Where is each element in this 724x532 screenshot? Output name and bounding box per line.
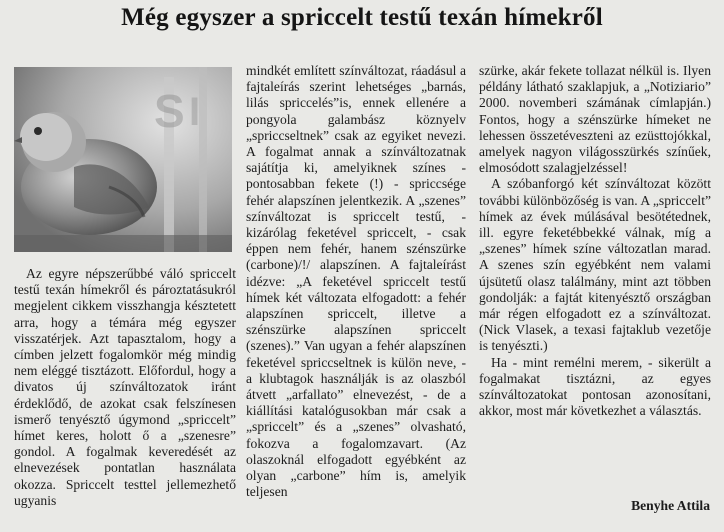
article-column-2 xyxy=(246,63,466,500)
pigeon-photo xyxy=(14,67,232,252)
column-1-paragraph: Az egyre népszerűbbé váló spriccelt testű texán hímekről és pároztatásukról megjelent cikkem visszhangja késztetett arra, hogy a témára még egyszer visszatérjek. Azt tapasztalom, hogy a címben jelzett fogalomkör még mindig nem eléggé tisztázott. Előfordul, hogy a divatos új színváltozatok iránt érdeklődő, de azokat csak felszínesen ismerő tenyésztő úgymond „spriccelt” hímet keres, holott ő a „szenesre” gondol. A fogalmak keveredését az elnevezések pontatlan használata okozza. Spriccelt testtel jellemezhető ugyanis xyxy=(14,266,236,508)
svg-text:S: S xyxy=(154,85,185,137)
column-3-paragraph-2: A szóbanforgó két színváltozat között további különbözőség is van. A „spriccelt” hímek az évek múlásával besötétednek, ill. egyre feketébbekké válnak, míg a „szenes” hímek színe változatlan marad. A szenes szín egyébként nem valami újsütetű olasz találmány, mint azt többen gondolják: a fajtát kitenyésztő országban már régen elfogadott ez a színváltozat. (Nick Vlasek, a texasi fajtaklub vezetője is tenyészti.) xyxy=(479,176,711,354)
svg-text:I: I xyxy=(189,90,201,134)
column-3-paragraph-3: Ha - mint remélni merem, - sikerült a fogalmakat tisztázni, az egyes színváltozatokat pontosan azonosítani, akkor, most már következhet a választás. xyxy=(479,354,711,419)
column-3-paragraph-1: szürke, akár fekete tollazat nélkül is. Ilyen példány látható szaklapjuk, a „Notiziario” 2000. novemberi számának címlapján.) Fontos, hogy a szénszürke hímeket ne lehessen összetéveszteni az ezüsttojókkal, amelyek nagyon világosszürkés színűek, elmosódott szalagjelzéssel! xyxy=(479,63,711,176)
article-title: Még egyszer a spriccelt testű texán hímekről xyxy=(121,4,603,31)
article-column-1 xyxy=(14,266,236,509)
pigeon-photo-icon xyxy=(14,67,232,252)
column-2-paragraph: mindkét említett színváltozat, ráadásul a fajtaleírás szerint lehetséges „barnás, lilás spriccelés”is, ennek ellenére a pongyola galambász köznyelv „spriccseltnek” csak az egyiket nevezi. A fogalmat annak a színváltozatnak sajátítja ki, amelyiknek színes - pontosabban fekete (!) - spriccsége fehér alapszínen jelentkezik. A „szenes” színváltozat is spriccelt testű, - kizárólag feketével spriccelt, - csak éppen nem fehér, hanem szénszürke (carbone)/!/ alapszínen. A fajtaleírást idézve: „A feketével spriccelt testű hímek két változata elfogadott: a fehér alapszínen spriccelt, illetve a szénszürke alapszínen spriccelt (szenes).” Van ugyan a fehér alapszínen feketével spriccseltnek is külön neve, - a klubtagok használják is az olaszból átvett „arfallato” elnevezést, - de a kiállítási katalógusokban már csak a „spriccelt” és a „szenes” olvasható, fokozva a fogalomzavart. (Az olaszoknál elfogadott egyébként az olyan „carbone” hím is, amelyik teljesen xyxy=(246,63,466,500)
author-signature: Benyhe Attila xyxy=(631,498,710,513)
article-column-3 xyxy=(479,63,711,419)
